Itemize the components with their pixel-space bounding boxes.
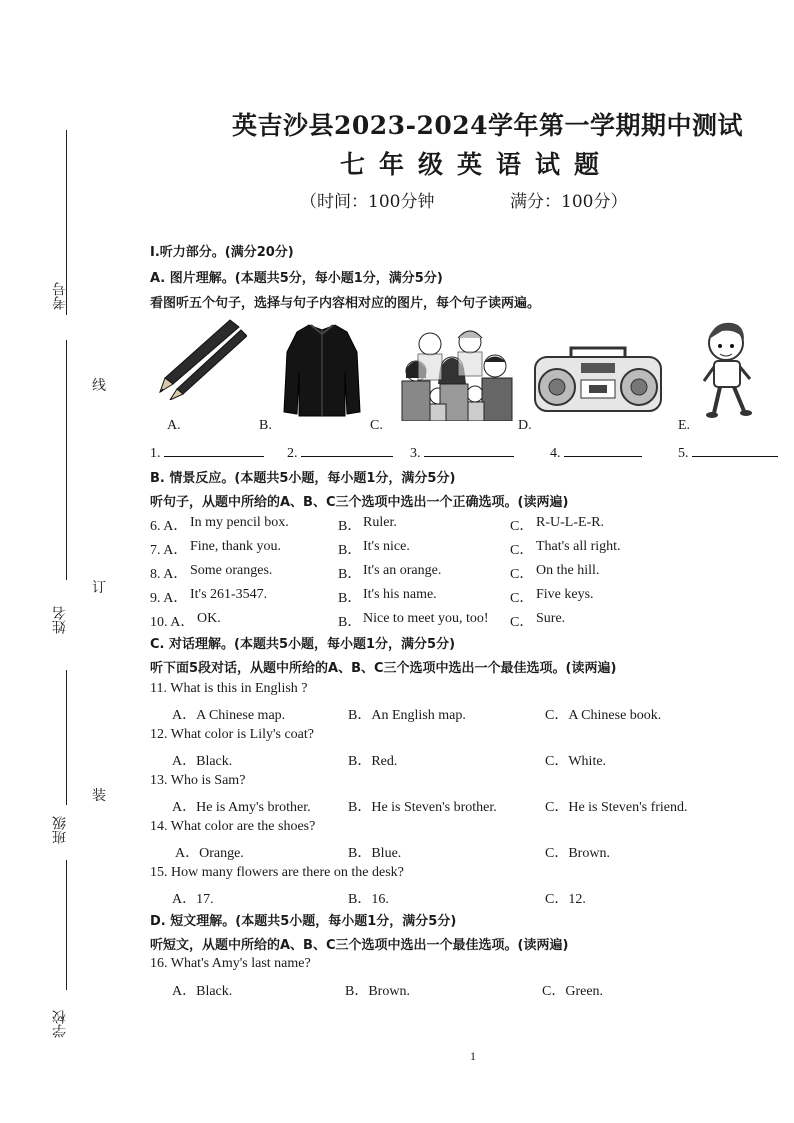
jacket-image xyxy=(283,322,361,417)
picture-label-b: B. xyxy=(259,418,272,433)
question-16: 16. What's Amy's last name? xyxy=(150,956,311,971)
pencils-image xyxy=(155,318,247,400)
school-label: 学校 xyxy=(52,1010,68,1038)
answer-number: 2. xyxy=(287,446,298,461)
boy-image xyxy=(700,315,760,420)
question-15-option-c[interactable]: C．12. xyxy=(545,892,586,907)
class-label: 班级 xyxy=(52,816,68,844)
family-image xyxy=(400,326,515,421)
question-11-option-a[interactable]: A．A Chinese map. xyxy=(172,708,286,723)
exam-title: 英吉沙县2023-2024学年第一学期期中测试 xyxy=(232,111,744,140)
partD-instruction: 听短文，从题中所给的A、B、C三个选项中选出一个最佳选项。(读两遍) xyxy=(150,938,569,953)
partA-title: A. 图片理解。(本题共5分，每小题1分，满分5分) xyxy=(150,271,443,286)
question-16-option-b[interactable]: B．Brown. xyxy=(345,984,410,999)
question-8-num: 8. A． xyxy=(150,567,188,582)
answer-blank-2[interactable] xyxy=(287,443,393,462)
question-10-num: 10. A． xyxy=(150,615,195,630)
picture-label-c: C. xyxy=(370,418,383,433)
name-label: 姓名 xyxy=(52,606,68,634)
question-11-option-b[interactable]: B．An English map. xyxy=(348,708,466,723)
question-15-option-a[interactable]: A．17. xyxy=(172,892,214,907)
picture-label-d: D. xyxy=(518,418,532,433)
question-8-option-c[interactable]: On the hill. xyxy=(536,563,600,578)
question-14-option-c[interactable]: C．Brown. xyxy=(545,846,610,861)
question-6-option-b-label: B． xyxy=(338,519,362,534)
question-9-option-b[interactable]: It's his name. xyxy=(363,587,437,602)
answer-number: 1. xyxy=(150,446,161,461)
question-10-option-a[interactable]: OK. xyxy=(197,611,221,626)
question-6-option-c[interactable]: R-U-L-E-R. xyxy=(536,515,605,530)
answer-number: 5. xyxy=(678,446,689,461)
radio-image xyxy=(533,345,663,413)
partC-title: C. 对话理解。(本题共5小题，每小题1分，满分5分) xyxy=(150,637,456,652)
question-7-option-a[interactable]: Fine, thank you. xyxy=(190,539,281,554)
question-13: 13. Who is Sam? xyxy=(150,773,246,788)
question-8-option-a[interactable]: Some oranges. xyxy=(190,563,273,578)
answer-blank-4[interactable] xyxy=(550,443,642,462)
question-12-option-c[interactable]: C．White. xyxy=(545,754,607,769)
question-6-option-b[interactable]: Ruler. xyxy=(363,515,397,530)
question-9-option-c-label: C． xyxy=(510,591,534,606)
question-8-option-b-label: B． xyxy=(338,567,362,582)
question-11: 11. What is this in English ? xyxy=(150,681,308,696)
exam-subtitle: 七年级英语试题 xyxy=(340,150,614,179)
question-10-option-c-label: C． xyxy=(510,615,534,630)
partB-instruction: 听句子，从题中所给的A、B、C三个选项中选出一个正确选项。(读两遍) xyxy=(150,495,569,510)
question-16-option-c[interactable]: C．Green. xyxy=(542,984,604,999)
zhuang-char: 装 xyxy=(92,788,106,804)
question-13-option-c[interactable]: C．He is Steven's friend. xyxy=(545,800,688,815)
section1-title: Ⅰ.听力部分。(满分20分) xyxy=(150,245,294,260)
question-10-option-c[interactable]: Sure. xyxy=(536,611,566,626)
ding-char: 订 xyxy=(92,580,106,596)
score-info: 满分：100分） xyxy=(510,192,628,212)
question-9-num: 9. A． xyxy=(150,591,188,606)
question-12: 12. What color is Lily's coat? xyxy=(150,727,315,742)
question-13-option-a[interactable]: A．He is Amy's brother. xyxy=(172,800,311,815)
question-10-option-b-label: B． xyxy=(338,615,362,630)
question-12-option-b[interactable]: B．Red. xyxy=(348,754,398,769)
picture-label-a: A. xyxy=(167,418,181,433)
question-8-option-c-label: C． xyxy=(510,567,534,582)
question-7-num: 7. A． xyxy=(150,543,188,558)
question-7-option-c[interactable]: That's all right. xyxy=(536,539,621,554)
question-7-option-b[interactable]: It's nice. xyxy=(363,539,410,554)
question-6-option-c-label: C． xyxy=(510,519,534,534)
question-9-option-a[interactable]: It's 261-3547. xyxy=(190,587,268,602)
answer-blank-3[interactable] xyxy=(410,443,514,462)
question-13-option-b[interactable]: B．He is Steven's brother. xyxy=(348,800,497,815)
answer-blank-5[interactable] xyxy=(678,443,778,462)
question-14-option-b[interactable]: B．Blue. xyxy=(348,846,402,861)
partC-instruction: 听下面5段对话，从题中所给的A、B、C三个选项中选出一个最佳选项。(读两遍) xyxy=(150,661,617,676)
exam-number-label: 考号 xyxy=(52,282,68,310)
question-7-option-c-label: C． xyxy=(510,543,534,558)
question-9-option-c[interactable]: Five keys. xyxy=(536,587,594,602)
partA-instruction: 看图听五个句子，选择与句子内容相对应的图片，每个句子读两遍。 xyxy=(150,296,541,311)
partD-title: D. 短文理解。(本题共5小题，每小题1分，满分5分) xyxy=(150,914,457,929)
answer-number: 3. xyxy=(410,446,421,461)
question-14-option-a[interactable]: A．Orange. xyxy=(175,846,244,861)
question-11-option-c[interactable]: C．A Chinese book. xyxy=(545,708,662,723)
answer-number: 4. xyxy=(550,446,561,461)
question-14: 14. What color are the shoes? xyxy=(150,819,316,834)
question-6-option-a[interactable]: In my pencil box. xyxy=(190,515,289,530)
page-number: 1 xyxy=(470,1049,476,1063)
question-16-option-a[interactable]: A．Black. xyxy=(172,984,233,999)
question-15-option-b[interactable]: B．16. xyxy=(348,892,389,907)
question-15: 15. How many flowers are there on the desk? xyxy=(150,865,404,880)
partB-title: B. 情景反应。(本题共5小题，每小题1分，满分5分) xyxy=(150,471,456,486)
question-8-option-b[interactable]: It's an orange. xyxy=(363,563,442,578)
question-10-option-b[interactable]: Nice to meet you, too! xyxy=(363,611,489,626)
line-char: 线 xyxy=(92,378,106,394)
answer-blank-1[interactable] xyxy=(150,443,264,462)
question-9-option-b-label: B． xyxy=(338,591,362,606)
time-info: （时间：100分钟 xyxy=(300,192,435,212)
question-12-option-a[interactable]: A．Black. xyxy=(172,754,233,769)
question-7-option-b-label: B． xyxy=(338,543,362,558)
question-6-num: 6. A． xyxy=(150,519,188,534)
picture-label-e: E. xyxy=(678,418,691,433)
